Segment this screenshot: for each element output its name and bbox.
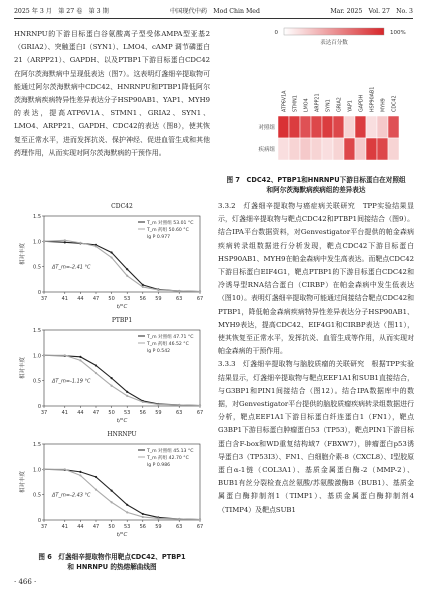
heatmap-cell: [311, 138, 322, 160]
heatmap-column-label: GAPDH: [359, 94, 365, 112]
data-point: [79, 242, 81, 244]
y-axis-label: 相对丰度: [20, 470, 26, 494]
legend-entry: lg P 0.542: [147, 349, 171, 354]
data-point: [199, 290, 201, 292]
x-tick-label: 37: [40, 410, 48, 416]
data-point: [111, 501, 113, 503]
heatmap-cell: [355, 138, 366, 160]
x-tick-label: 56: [139, 410, 146, 416]
x-tick-label: 59: [155, 524, 162, 530]
data-point: [126, 391, 128, 393]
section-3-3-3: 3.3.3 灯盏细辛提取物与脑胶质瘤的关联研究 根据TPP实验结果显示，灯盏细辛提取物与靶点EEF1A1和SUB1直接结合，与G3BP1和PIN1间接结合（图12）。结合IPA数据库中的数据，对Genvestigator平台提供的脑胶质瘤疾病转录组数据进行分析，靶点EEF1A1下游目标蛋白纤连蛋白1（FN1），靶点G3BP1下游目标蛋白肿瘤蛋白53（TP53），靶点PIN1下游目标蛋白含F-box和WD重复结构域7（FBXW7），肿瘤蛋白p53诱导蛋白3（TP53I3）、FN1、白细胞介素-8（CXCL8）、Ⅰ型胶原蛋白α-1链（COL3A1）、基质金属蛋白酶-2（MMP-2）、BUB1有丝分裂检查点丝氨酸/苏氨酸激酶B（BUB1）、基质金属蛋白酶抑制剂1（TIMP1）、基质金属蛋白酶抑制剂4（TIMP4）及靶点SUB1: [218, 360, 414, 514]
heatmap-cell: [366, 138, 377, 160]
legend-entry: lg P 0.986: [147, 463, 171, 468]
data-point: [157, 289, 159, 291]
data-point: [79, 359, 81, 361]
heatmap-cell: [366, 116, 377, 138]
x-tick-label: 59: [155, 410, 162, 416]
heatmap-cell: [333, 116, 344, 138]
x-axis-label: t/°C: [116, 304, 128, 310]
y-tick-label: 1.0: [33, 467, 41, 474]
figure-7-caption-line1: 图 7 CDC42、PTBP1和HNRNPU下游目标蛋白在对照组: [226, 176, 406, 184]
melting-curve-ptbp1: [14, 324, 210, 428]
color-scale-min: 0: [274, 30, 278, 36]
legend-entry: T_m 药组 42.70 °C: [147, 456, 189, 461]
x-tick-label: 41: [61, 296, 68, 302]
delta-tm-annotation: ΔT_m=-2.41 °C: [52, 264, 91, 271]
y-axis-label: 相对丰度: [20, 242, 26, 266]
heatmap-column-label: YAP1: [348, 100, 354, 112]
heatmap-cell: [322, 116, 333, 138]
data-point: [64, 354, 66, 356]
heatmap-cell: [300, 116, 311, 138]
x-tick-label: 56: [139, 524, 146, 530]
header-rule: [14, 18, 413, 19]
data-point: [157, 403, 159, 405]
figure-7-heatmap: [218, 24, 414, 174]
data-point: [95, 476, 97, 478]
data-point: [43, 468, 45, 470]
x-tick-label: 41: [61, 524, 68, 530]
x-tick-label: 53: [124, 524, 131, 530]
x-tick-label: 67: [196, 410, 204, 416]
data-point: [111, 385, 113, 387]
x-tick-label: 41: [61, 410, 68, 416]
data-point: [142, 286, 144, 288]
y-tick-label: 1.0: [33, 239, 41, 246]
data-point: [199, 518, 201, 520]
x-tick-label: 56: [139, 296, 146, 302]
data-point: [111, 251, 113, 253]
delta-tm-annotation: ΔT_m=-2.43 °C: [52, 492, 91, 499]
data-point: [79, 471, 81, 473]
heatmap-column-label: LMO4: [304, 98, 310, 112]
heatmap-column-label: CDC42: [392, 95, 398, 112]
y-tick-label: 0: [37, 290, 41, 296]
heatmap-cell: [377, 138, 388, 160]
legend-entry: T_m 对照组 53.01 °C: [147, 221, 194, 226]
data-point: [64, 468, 66, 470]
y-tick-label: 0.5: [33, 378, 41, 385]
heatmap-column-label: ATP6V1A: [282, 90, 288, 112]
y-tick-label: 0.5: [33, 264, 41, 271]
heatmap-column-label: SYN1: [326, 99, 332, 112]
x-tick-label: 47: [92, 524, 100, 530]
data-point: [95, 489, 97, 491]
data-point: [95, 364, 97, 366]
right-column-text: [218, 200, 414, 517]
x-tick-label: 44: [77, 296, 84, 302]
figure-6: [14, 200, 210, 552]
x-tick-label: 50: [108, 410, 115, 416]
data-point: [178, 404, 180, 406]
x-tick-label: 63: [176, 296, 183, 302]
figure-7-caption: [218, 176, 414, 195]
running-header-left: 2025 年 3 月 第 27 卷 第 3 期: [14, 8, 109, 15]
chart-title-ptbp1: PTBP1: [111, 317, 133, 324]
data-point: [178, 518, 180, 520]
y-tick-label: 1.5: [33, 214, 41, 220]
figure-6-caption: [14, 553, 210, 572]
data-point: [126, 268, 128, 270]
y-tick-label: 0: [37, 404, 41, 410]
x-tick-label: 50: [108, 296, 115, 302]
figure-6-caption-line2: 和 HNRNPU 的热熔解曲线图: [67, 562, 157, 571]
data-point: [43, 354, 45, 356]
x-axis-label: t/°C: [116, 418, 128, 424]
running-header-right: Mar. 2025 Vol. 27 No. 3: [330, 8, 413, 15]
left-column-text: [14, 28, 210, 160]
delta-tm-annotation: ΔT_m=-1.19 °C: [52, 378, 91, 385]
heatmap-cell: [311, 116, 322, 138]
heatmap-column-label: MYH9: [381, 98, 387, 112]
heatmap-cell: [388, 138, 399, 160]
x-tick-label: 47: [92, 296, 100, 302]
color-scale-bar: [284, 28, 384, 35]
y-tick-label: 0: [37, 518, 41, 524]
data-point: [142, 513, 144, 515]
x-tick-label: 67: [196, 524, 204, 530]
heatmap-cell: [333, 138, 344, 160]
data-point: [111, 256, 113, 258]
data-point: [178, 290, 180, 292]
heatmap-cell: [300, 138, 311, 160]
running-header-center: 中国现代中药 Mod Chin Med: [170, 8, 260, 15]
data-point: [79, 356, 81, 358]
heatmap-cell: [388, 116, 399, 138]
heatmap-cell: [344, 116, 355, 138]
data-point: [199, 404, 201, 406]
heatmap-column-label: ARPP21: [315, 93, 321, 112]
y-axis-label: 相对丰度: [20, 356, 26, 380]
data-point: [79, 474, 81, 476]
data-point: [95, 372, 97, 374]
x-tick-label: 67: [196, 296, 204, 302]
heatmap-cell: [344, 138, 355, 160]
heatmap-cell: [278, 116, 289, 138]
color-scale-max: 100%: [390, 30, 406, 36]
data-point: [126, 275, 128, 277]
data-point: [142, 516, 144, 518]
figure-6-caption-line1: 图 6 灯盏细辛提取物作用靶点CDC42、PTBP1: [38, 553, 186, 561]
x-tick-label: 47: [92, 410, 100, 416]
color-scale-label: 表达百分数: [320, 40, 348, 46]
heatmap-cell: [377, 116, 388, 138]
section-3-3-2: 3.3.2 灯盏细辛提取物与癌症病关联研究 TPP实验结果显示，灯盏细辛提取物与靶点CDC42和PTBP1间接结合（图9）。结合IPA平台数据资料，对Genvestigator平台提供的帕金森病疾病转录组数据进行分析发现，靶点CDC42下游目标蛋白HSP90AB1、MYH9在帕金森病中发生高表达。而靶点CDC42下游目标蛋白EIF4G1，靶点PTBP1的下游目标蛋白CDC42和冷诱导型RNA结合蛋白（CIRBP）在帕金森病中发生低表达（图10）。表明灯盏细辛提取物可能通过间接结合靶点CDC42和PTBP1，降低帕金森病疾病特异性差异表达分子HSP90AB1、MYH9表达，提高CDC42、EIF4G1和CIRBP表达（图11），使其恢复至正常水平，发挥抗炎、血管生成等作用，从而实现对帕金森病的干预作用。: [218, 202, 414, 356]
legend-entry: T_m 药组 50.60 °C: [147, 228, 189, 233]
legend-entry: T_m 对照组 45.13 °C: [147, 449, 194, 454]
data-point: [157, 517, 159, 519]
data-point: [64, 241, 66, 243]
legend-entry: T_m 对照组 47.71 °C: [147, 335, 194, 340]
heatmap-cell: [289, 138, 300, 160]
data-point: [126, 395, 128, 397]
heatmap-cell: [278, 138, 289, 160]
melting-curve-hnrnpu: [14, 438, 210, 542]
melting-curve-cdc42: [14, 210, 210, 314]
data-point: [64, 239, 66, 241]
x-tick-label: 37: [40, 524, 48, 530]
data-point: [126, 504, 128, 506]
chart-title-cdc42: CDC42: [111, 203, 133, 210]
left-paragraph: HNRNPU的下游目标蛋白谷氨酸离子型受体AMPA型亚基2（GRIA2）、突触蛋白Ⅰ（SYN1）、LMO4、cAMP 调节磷蛋白21（ARPP21）、GAPDH、以及PTBP1下游目标蛋白CDC42在阿尔茨海默病中呈现低表达（图7）。这表明灯盏细辛提取物可能通过阿尔茨海默病中CDC42、HNRNPU和PTBP1降低阿尔茨海默病疾病特异性差异表达分子HSP90AB1、YAP1、MYH9的表达，提高ATP6V1A、STMN1、GRIA2、SYN1、LMO4、ARPP21、GAPDH、CDC42的表达（图8），使其恢复至正常水平，进而发挥抗炎、保护神经、促进血管生成和其他药理作用，从而实现对阿尔茨海默病的干预作用。: [14, 30, 210, 157]
data-point: [126, 511, 128, 513]
x-tick-label: 50: [108, 524, 115, 530]
data-point: [111, 377, 113, 379]
heatmap-cell: [355, 116, 366, 138]
data-point: [111, 490, 113, 492]
x-tick-label: 53: [124, 410, 131, 416]
y-tick-label: 1.5: [33, 328, 41, 334]
x-tick-label: 53: [124, 296, 131, 302]
legend-entry: T_m 药组 46.52 °C: [147, 342, 189, 347]
data-point: [142, 284, 144, 286]
x-tick-label: 44: [77, 410, 84, 416]
x-axis-label: t/°C: [116, 532, 128, 538]
heatmap-column-label: HSP90AB1: [370, 86, 376, 112]
data-point: [43, 240, 45, 242]
y-tick-label: 0.5: [33, 492, 41, 499]
data-point: [95, 245, 97, 247]
y-tick-label: 1.0: [33, 353, 41, 360]
heatmap-cell: [322, 138, 333, 160]
x-tick-label: 59: [155, 296, 162, 302]
heatmap-row-label: 对照组: [258, 125, 275, 131]
heatmap-column-label: STMN1: [293, 95, 299, 112]
x-tick-label: 63: [176, 524, 183, 530]
chart-title-hnrnpu: HNRNPU: [107, 431, 137, 438]
heatmap-cell: [289, 116, 300, 138]
x-tick-label: 37: [40, 296, 48, 302]
x-tick-label: 44: [77, 524, 84, 530]
legend-entry: lg P 0.977: [147, 235, 171, 240]
heatmap-column-label: GRIA2: [337, 97, 343, 112]
x-tick-label: 63: [176, 410, 183, 416]
page-number: · 466 ·: [14, 578, 37, 586]
figure-7-caption-line2: 和阿尔茨海默病疾病组的差异表达: [266, 185, 366, 194]
data-point: [142, 401, 144, 403]
heatmap-row-label: 疾病组: [258, 147, 275, 153]
y-tick-label: 1.5: [33, 442, 41, 448]
